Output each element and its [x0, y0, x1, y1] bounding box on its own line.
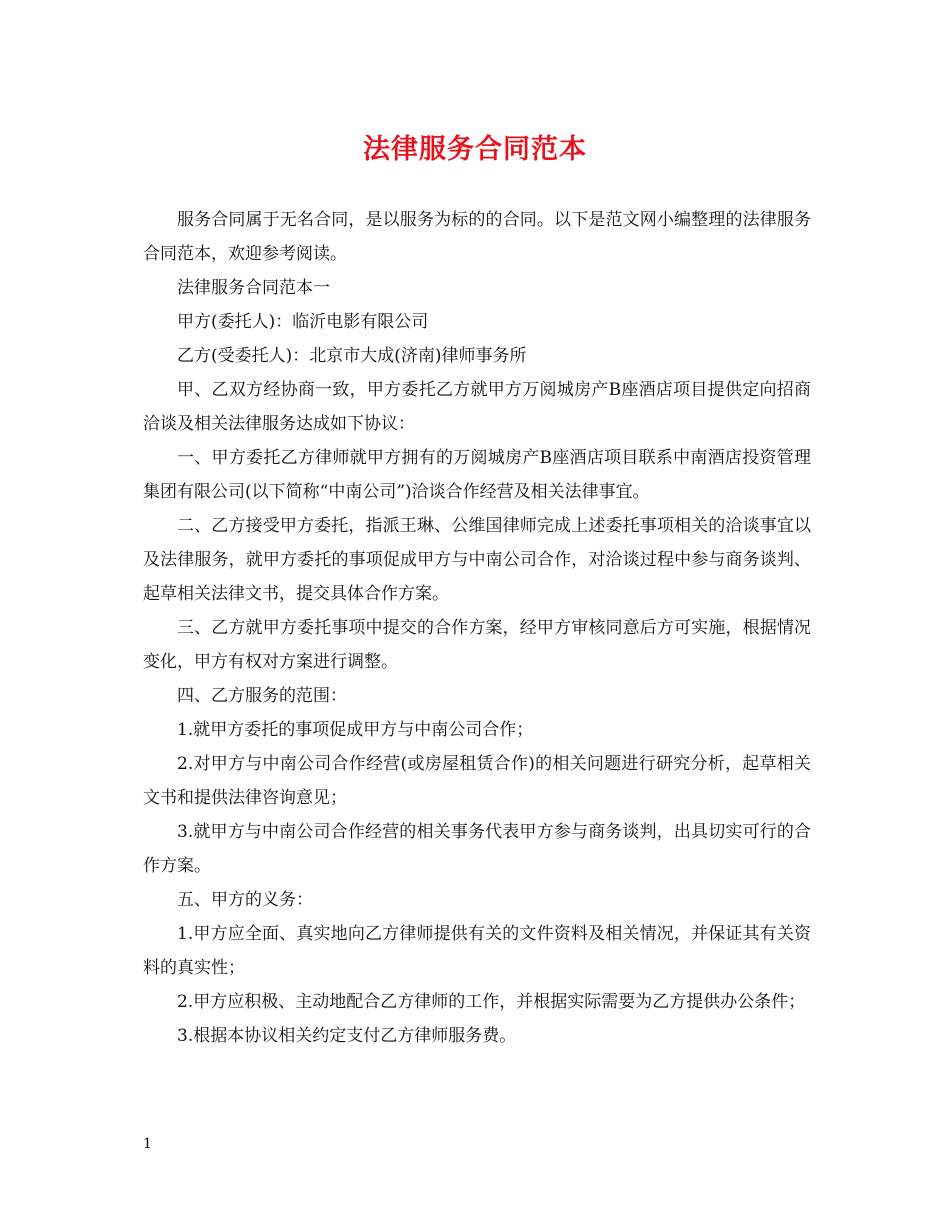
paragraph-clause-4-item-2: 2.对甲方与中南公司合作经营(或房屋租赁合作)的相关问题进行研究分析，起草相关文书和提供法律咨询意见；: [143, 754, 811, 808]
paragraph-agreement-preamble: 甲、乙双方经协商一致，甲方委托乙方就甲方万阅城房产B座酒店项目提供定向招商洽谈及相关法律服务达成如下协议：: [143, 380, 811, 434]
page-number: 1: [143, 1136, 152, 1152]
paragraph-party-b: 乙方(受委托人)：北京市大成(济南)律师事务所: [177, 346, 527, 366]
paragraph-clause-2: 二、乙方接受甲方委托，指派王琳、公维国律师完成上述委托事项相关的洽谈事宜以及法律服务，就甲方委托的事项促成甲方与中南公司合作，对洽谈过程中参与商务谈判、起草相关法律文书，提交具体合作方案。: [143, 516, 811, 604]
paragraph-intro: 服务合同属于无名合同，是以服务为标的的合同。以下是范文网小编整理的法律服务合同范本，欢迎参考阅读。: [143, 210, 811, 264]
paragraph-clause-4-item-3: 3.就甲方与中南公司合作经营的相关事务代表甲方参与商务谈判，出具切实可行的合作方案。: [143, 822, 811, 876]
paragraph-clause-1: 一、甲方委托乙方律师就甲方拥有的万阅城房产B座酒店项目联系中南酒店投资管理集团有限公司(以下简称“中南公司”)洽谈合作经营及相关法律事宜。: [143, 448, 811, 502]
document-body: [143, 203, 811, 1053]
paragraph-clause-4-item-1: 1.就甲方委托的事项促成甲方与中南公司合作；: [177, 720, 534, 740]
paragraph-clause-3: 三、乙方就甲方委托事项中提交的合作方案，经甲方审核同意后方可实施，根据情况变化，甲方有权对方案进行调整。: [143, 618, 811, 672]
paragraph-party-a: 甲方(委托人)：临沂电影有限公司: [177, 312, 429, 332]
paragraph-clause-4-heading: 四、乙方服务的范围：: [177, 686, 347, 706]
paragraph-clause-5-item-2: 2.甲方应积极、主动地配合乙方律师的工作，并根据实际需要为乙方提供办公条件；: [177, 992, 806, 1012]
paragraph-clause-5-heading: 五、甲方的义务：: [177, 890, 313, 910]
document-title: 法律服务合同范本: [363, 134, 587, 165]
paragraph-sample-heading: 法律服务合同范本一: [177, 278, 330, 298]
paragraph-clause-5-item-1: 1.甲方应全面、真实地向乙方律师提供有关的文件资料及相关情况，并保证其有关资料的真实性；: [143, 924, 811, 978]
paragraph-clause-5-item-3: 3.根据本协议相关约定支付乙方律师服务费。: [177, 1026, 517, 1046]
